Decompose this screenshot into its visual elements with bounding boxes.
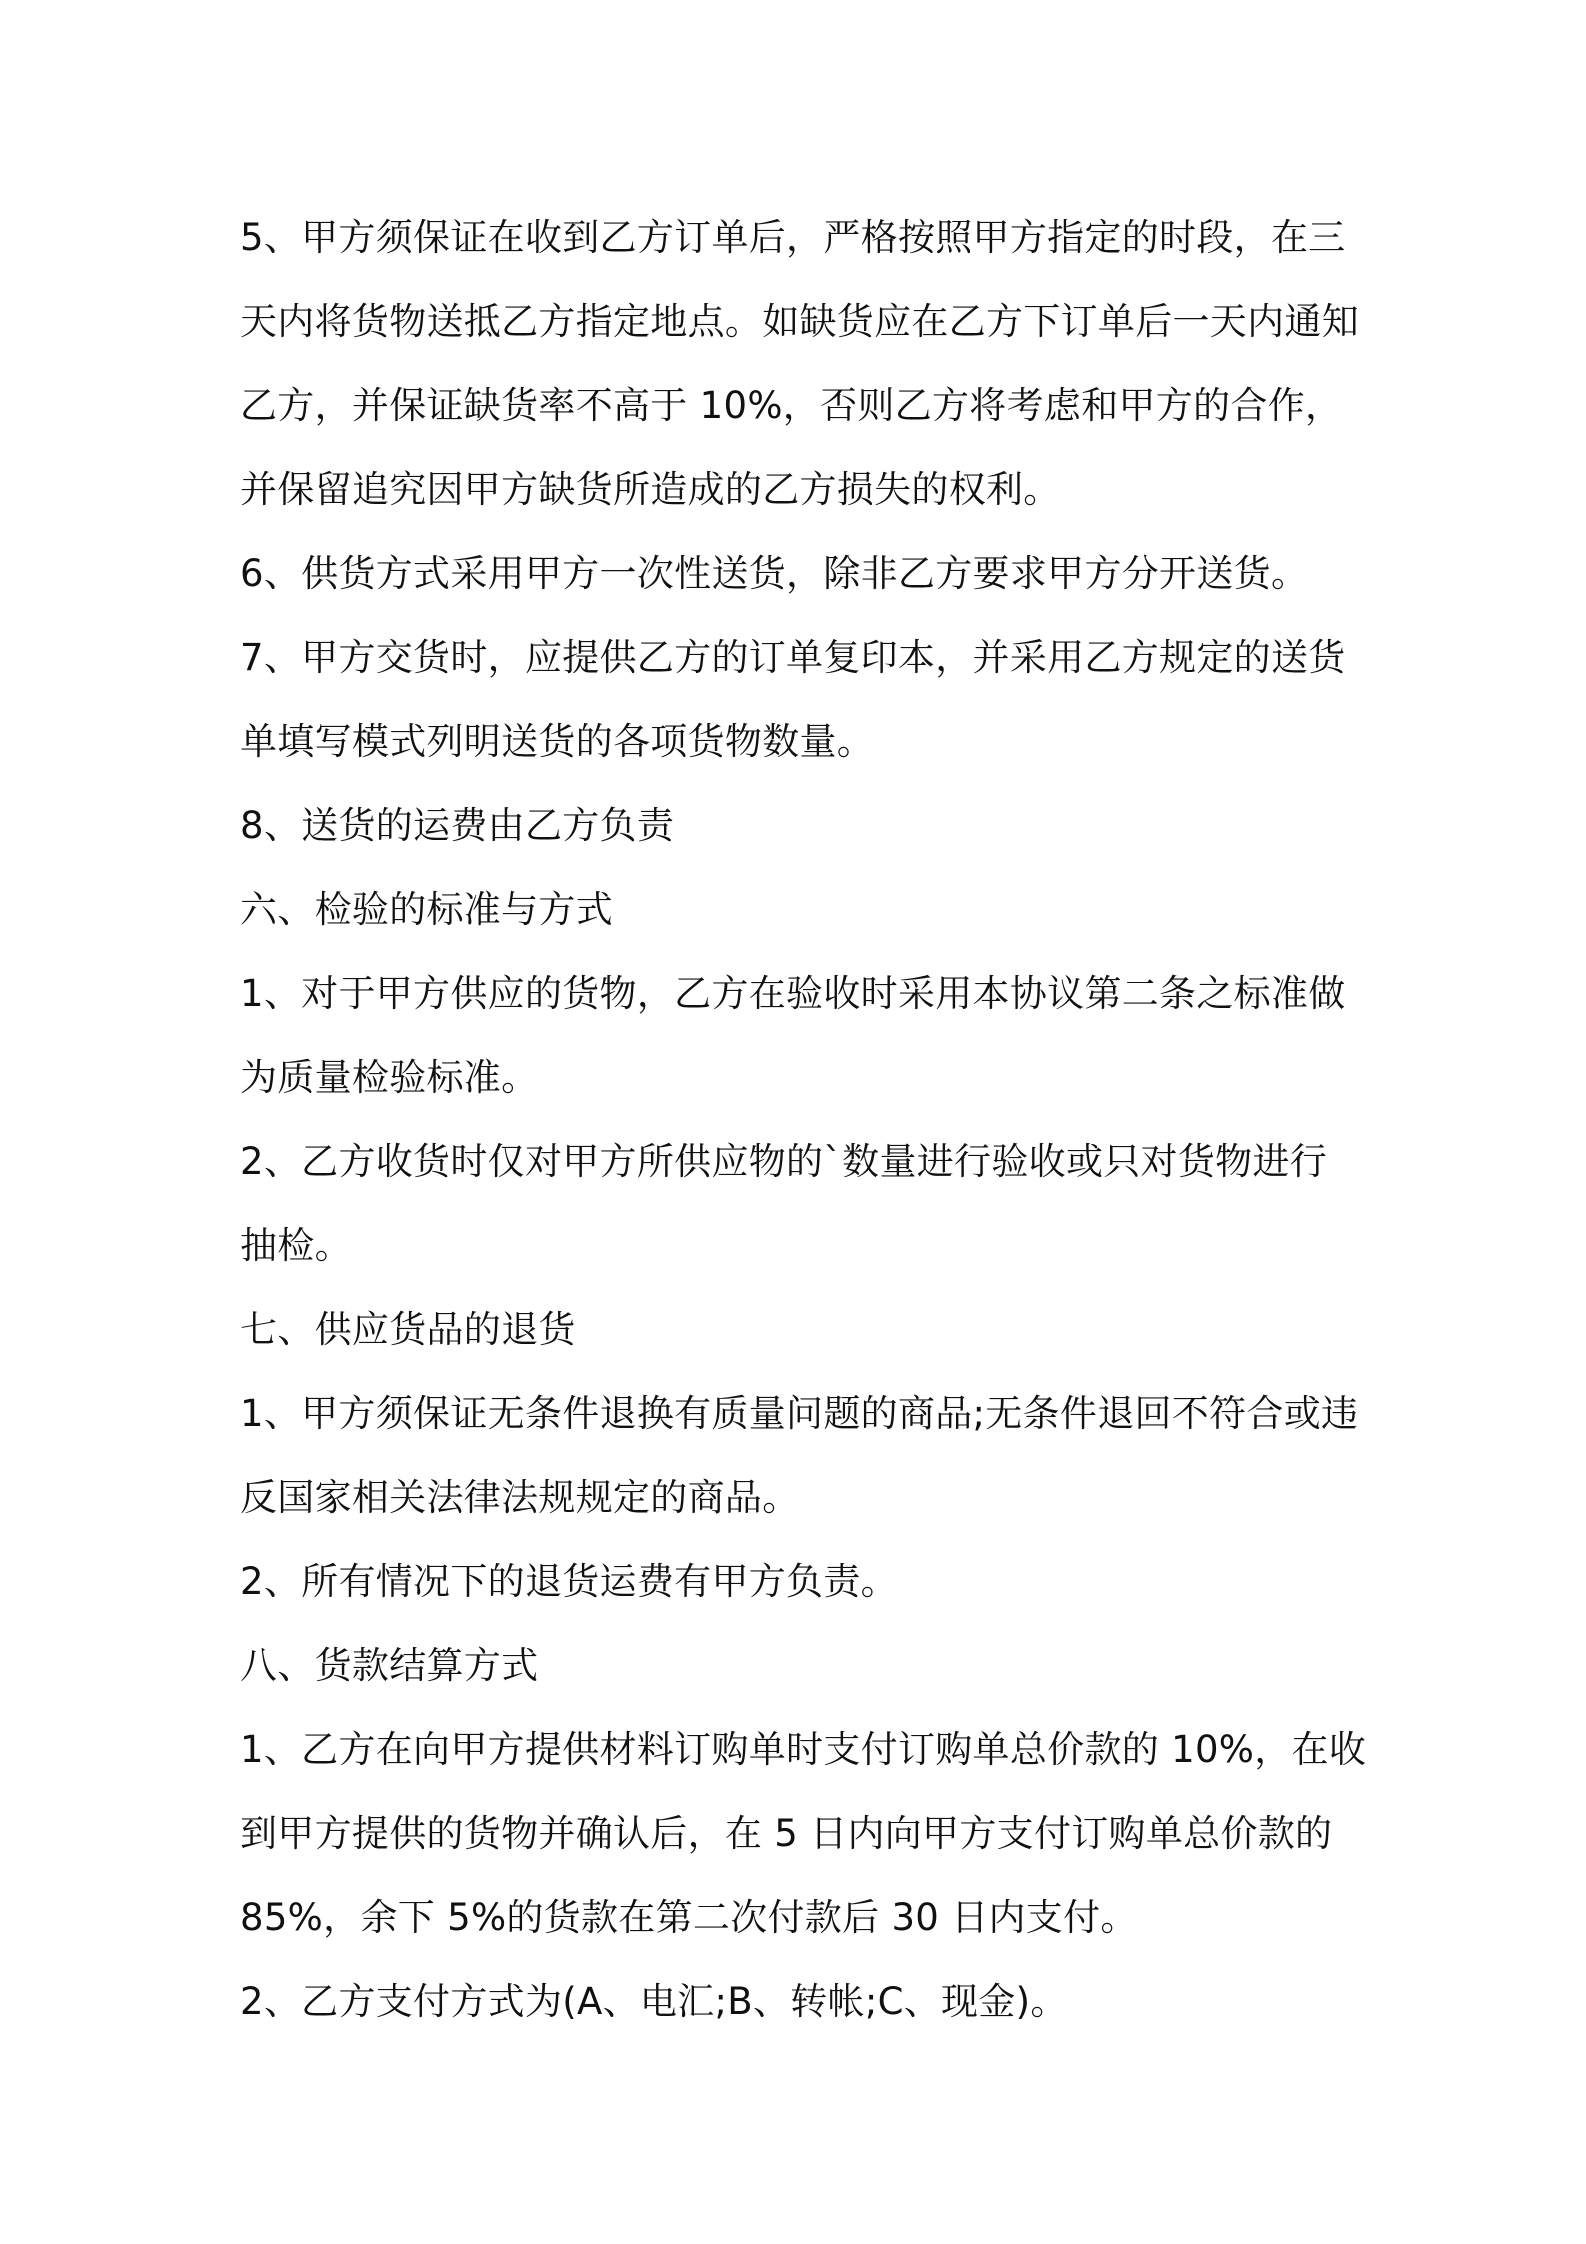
clause-8: 8、送货的运费由乙方负责 [240,804,675,847]
payment-clause-1-line-1: 1、乙方在向甲方提供材料订购单时支付订购单总价款的 10%，在收 [240,1728,1367,1771]
clause-5-line-1: 5、甲方须保证在收到乙方订单后，严格按照甲方指定的时段，在三 [240,216,1346,259]
inspection-clause-1-line-2: 为质量检验标准。 [240,1056,539,1099]
inspection-clause-1-line-1: 1、对于甲方供应的货物，乙方在验收时采用本协议第二条之标准做 [240,972,1346,1015]
clause-5-line-3: 乙方，并保证缺货率不高于 10%，否则乙方将考虑和甲方的合作， [240,384,1343,427]
returns-clause-1-line-1: 1、甲方须保证无条件退换有质量问题的商品;无条件退回不符合或违 [240,1392,1359,1435]
returns-clause-2: 2、所有情况下的退货运费有甲方负责。 [240,1560,898,1603]
clause-5-line-4: 并保留追究因甲方缺货所造成的乙方损失的权利。 [240,468,1061,511]
returns-clause-1-line-2: 反国家相关法律法规规定的商品。 [240,1476,800,1519]
section-heading-payment: 八、货款结算方式 [240,1644,539,1687]
section-heading-inspection: 六、检验的标准与方式 [240,888,613,931]
section-heading-returns: 七、供应货品的退货 [240,1308,576,1351]
document-body [240,196,1367,2044]
inspection-clause-2-line-2: 抽检。 [240,1224,352,1267]
payment-clause-1-line-3: 85%，余下 5%的货款在第二次付款后 30 日内支付。 [240,1896,1138,1939]
clause-6: 6、供货方式采用甲方一次性送货，除非乙方要求甲方分开送货。 [240,552,1309,595]
clause-7-line-1: 7、甲方交货时，应提供乙方的订单复印本，并采用乙方规定的送货 [240,636,1346,679]
payment-clause-1-line-2: 到甲方提供的货物并确认后，在 5 日内向甲方支付订购单总价款的 [240,1812,1333,1855]
clause-5-line-2: 天内将货物送抵乙方指定地点。如缺货应在乙方下订单后一天内通知 [240,300,1359,343]
clause-7-line-2: 单填写模式列明送货的各项货物数量。 [240,720,875,763]
inspection-clause-2-line-1: 2、乙方收货时仅对甲方所供应物的`数量进行验收或只对货物进行 [240,1140,1328,1183]
payment-clause-2: 2、乙方支付方式为(A、电汇;B、转帐;C、现金)。 [240,1980,1068,2023]
